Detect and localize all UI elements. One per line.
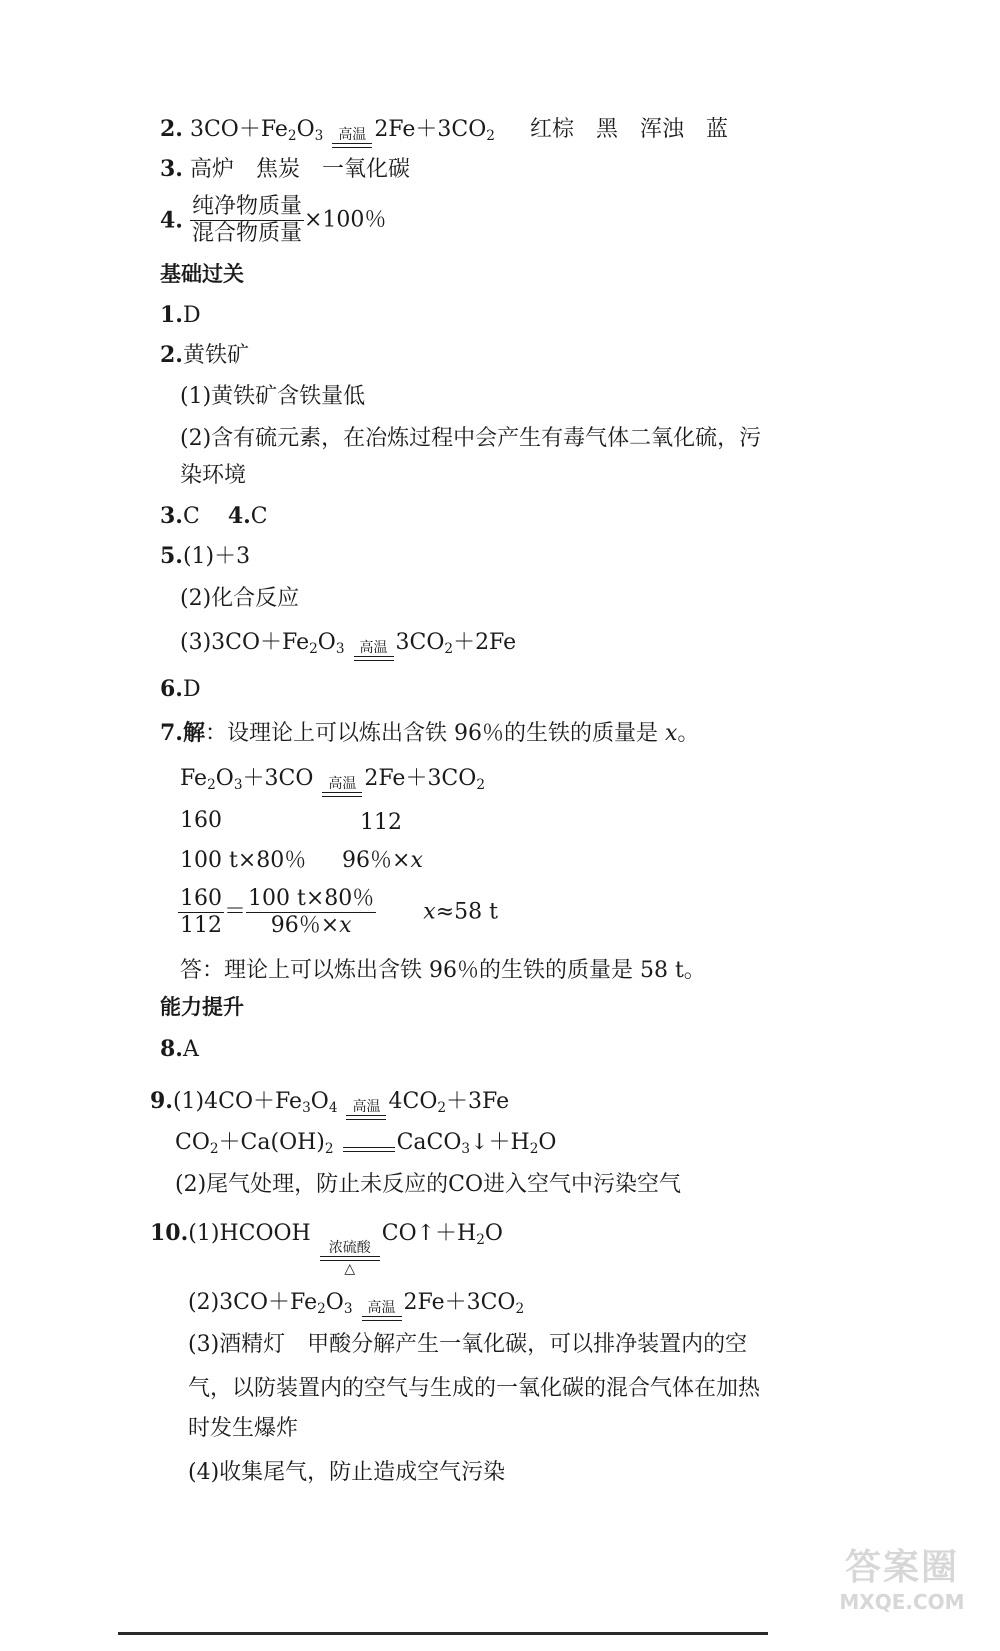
question-3-4: 3.C 4.C bbox=[160, 503, 268, 529]
question-10-part-3-cont-2: 时发生爆炸 bbox=[188, 1416, 299, 1441]
section-title-basic: 基础过关 bbox=[160, 262, 244, 286]
question-2-part-2-cont: 染环境 bbox=[180, 463, 247, 488]
question-5: 5.(1)＋3 bbox=[160, 543, 251, 569]
question-7-molar-2: 112 bbox=[360, 810, 402, 835]
section-title-advanced: 能力提升 bbox=[160, 995, 244, 1019]
question-1: 1.D bbox=[160, 302, 201, 328]
question-10-part-2: $(2)3CO+Fe_2O_3$ 高温 $2Fe+3CO_2$ bbox=[188, 1292, 524, 1321]
question-9-equation-2: $CO_2+Ca(OH)_2$ $CaCO_3↓+H_2O$ bbox=[175, 1130, 557, 1158]
question-7-answer: 答：理论上可以炼出含铁 96％的生铁的质量是 58 t。 bbox=[180, 958, 706, 983]
question-2: 2.黄铁矿 bbox=[160, 342, 249, 368]
watermark-logo: 答案圈 MXQE.COM bbox=[839, 1547, 965, 1614]
question-7-value-1: 100 t×80％ bbox=[180, 848, 307, 873]
question-5-part-3: $(3)3CO+Fe_2O_3$ 高温 $3CO_2+2Fe$ bbox=[180, 632, 516, 661]
answer-line-2: 2. $3CO+Fe_2O_3$ 高温 $2Fe+3CO_2$ 红棕 黑 浑浊 蓝 bbox=[160, 118, 728, 148]
question-10-part-3-cont-1: 气，以防装置内的空气与生成的一氧化碳的混合气体在加热 bbox=[188, 1376, 761, 1401]
question-8: 8.A bbox=[160, 1036, 199, 1062]
question-7-molar-1: 160 bbox=[180, 808, 222, 833]
answer-line-4: 4. $\frac{\text{纯净物质量}}{\text{混合物质量}}$ ×100％ bbox=[160, 194, 387, 246]
question-9: $9.(1)4CO+Fe_3O_4$ 高温 $4CO_2+3Fe$ bbox=[150, 1090, 509, 1120]
question-10-part-3: (3)酒精灯 甲酸分解产生一氧化碳，可以排净装置内的空 bbox=[188, 1332, 748, 1357]
reaction-condition: 高温 bbox=[332, 128, 372, 148]
question-6: 6.D bbox=[160, 676, 201, 702]
question-7-proportion: $\frac{160}{112}$ ＝ $\frac{100 t\times 80\%}{96\%\times x}$ x≈58 t bbox=[180, 886, 498, 938]
question-2-part-2: (2)含有硫元素，在冶炼过程中会产生有毒气体二氧化硫，污 bbox=[180, 426, 762, 451]
bottom-rule bbox=[118, 1632, 768, 1635]
question-7-value-2: 96％×x bbox=[342, 848, 423, 873]
question-2-part-1: (1)黄铁矿含铁量低 bbox=[180, 384, 366, 409]
answer-line-3: 3. 高炉 焦炭 一氧化碳 bbox=[160, 156, 410, 182]
question-9-part-2: (2)尾气处理，防止未反应的CO进入空气中污染空气 bbox=[175, 1172, 682, 1197]
question-5-part-2: (2)化合反应 bbox=[180, 586, 300, 611]
question-7-equation: $Fe_2O_3+3CO$ 高温 $2Fe+3CO_2$ bbox=[180, 768, 485, 797]
question-10-part-4: (4)收集尾气，防止造成空气污染 bbox=[188, 1460, 506, 1485]
question-10: 10.(1)HCOOH 浓硫酸 △ $CO↑+H_2O$ bbox=[150, 1220, 503, 1278]
question-7: 7.解：设理论上可以炼出含铁 96％的生铁的质量是 x。 bbox=[160, 720, 700, 746]
purity-fraction: $\frac{\text{纯净物质量}}{\text{混合物质量}}$ bbox=[191, 194, 302, 246]
